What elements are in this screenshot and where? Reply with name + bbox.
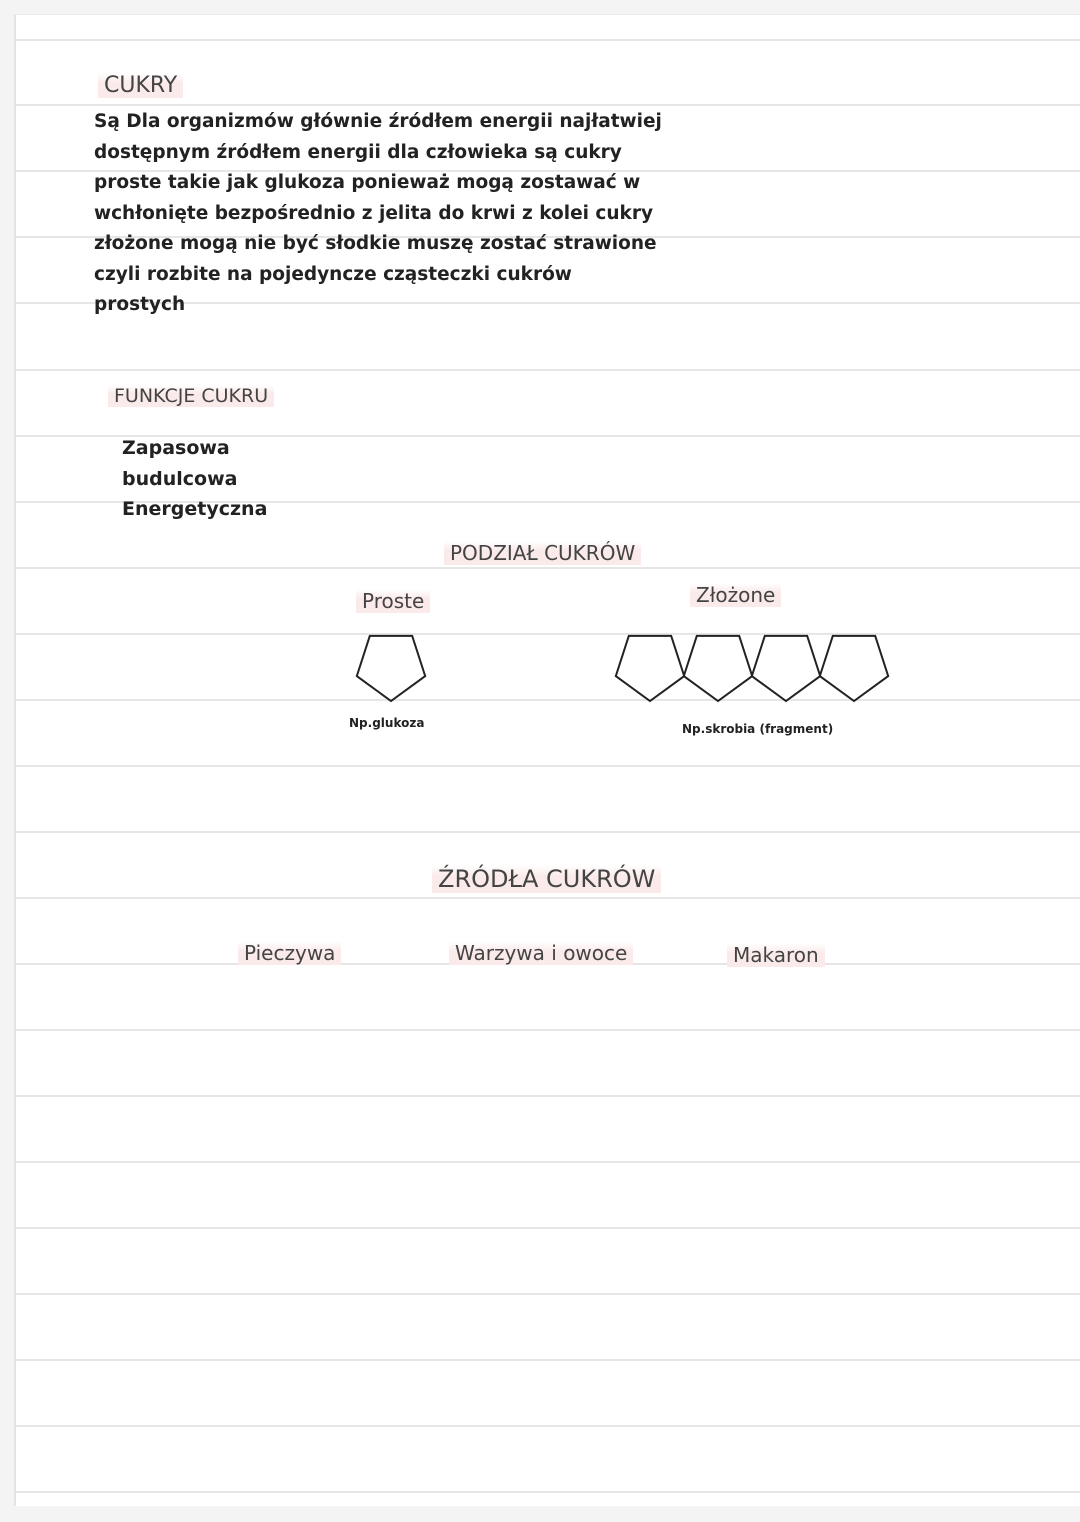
sugar-ring-pentagon <box>752 636 820 701</box>
list-item: Energetyczna <box>122 498 268 520</box>
paragraph-line: dostępnym źródłem energii dla człowieka są cukry <box>94 141 622 163</box>
ruled-line <box>16 1161 1080 1163</box>
heading-zrodla-cukrow: ŹRÓDŁA CUKRÓW <box>432 865 661 893</box>
source-pieczywa: Pieczywa <box>238 941 341 965</box>
source-makaron: Makaron <box>727 943 825 967</box>
caption-skrobia: Np.skrobia (fragment) <box>682 722 834 736</box>
list-item: budulcowa <box>122 467 238 490</box>
ruled-line <box>16 897 1080 899</box>
ruled-line <box>16 104 1080 106</box>
sugar-ring-pentagon <box>820 636 888 701</box>
ruled-line <box>16 1491 1080 1493</box>
ruled-line <box>16 39 1080 41</box>
ruled-line <box>16 1029 1080 1031</box>
ruled-line <box>16 633 1080 635</box>
paragraph-line: prostych <box>94 294 186 315</box>
sugar-ring-pentagon <box>684 636 752 701</box>
list-item: Zapasowa <box>122 437 230 459</box>
sugar-ring-pentagon <box>357 636 425 701</box>
label-zlozone: Złożone <box>690 583 781 607</box>
starch-chain-diagram <box>612 625 902 705</box>
paragraph-line: proste takie jak glukoza ponieważ mogą zostawać w <box>94 172 641 193</box>
heading-podzial-cukrow: PODZIAŁ CUKRÓW <box>444 541 641 565</box>
heading-cukry: CUKRY <box>98 73 183 98</box>
label-proste: Proste <box>356 589 430 613</box>
sugar-ring-pentagon <box>616 636 684 701</box>
caption-glukoza: Np.glukoza <box>349 716 425 730</box>
functions-list <box>122 433 267 525</box>
paragraph-line: złożone mogą nie być słodkie muszę zostać strawione <box>94 233 657 254</box>
ruled-line <box>16 1095 1080 1097</box>
ruled-line <box>16 1293 1080 1295</box>
paragraph-line: Są Dla organizmów głównie źródłem energii najłatwiej <box>94 111 662 132</box>
ruled-line <box>16 369 1080 371</box>
paragraph-line: czyli rozbite na pojedyncze cząsteczki cukrów <box>94 263 572 285</box>
ruled-line <box>16 765 1080 767</box>
cukry-paragraph <box>94 107 662 321</box>
ruled-line <box>16 1425 1080 1427</box>
ruled-line <box>16 831 1080 833</box>
ruled-line <box>16 1359 1080 1361</box>
source-warzywa-i-owoce: Warzywa i owoce <box>449 941 633 965</box>
ruled-line <box>16 567 1080 569</box>
glucose-pentagon-diagram <box>346 625 436 705</box>
paragraph-line: wchłonięte bezpośrednio z jelita do krwi z kolei cukry <box>94 202 654 224</box>
notebook-page <box>14 14 1080 1506</box>
ruled-line <box>16 1227 1080 1229</box>
heading-funkcje-cukru: FUNKCJE CUKRU <box>108 385 274 407</box>
ruled-line <box>16 699 1080 701</box>
